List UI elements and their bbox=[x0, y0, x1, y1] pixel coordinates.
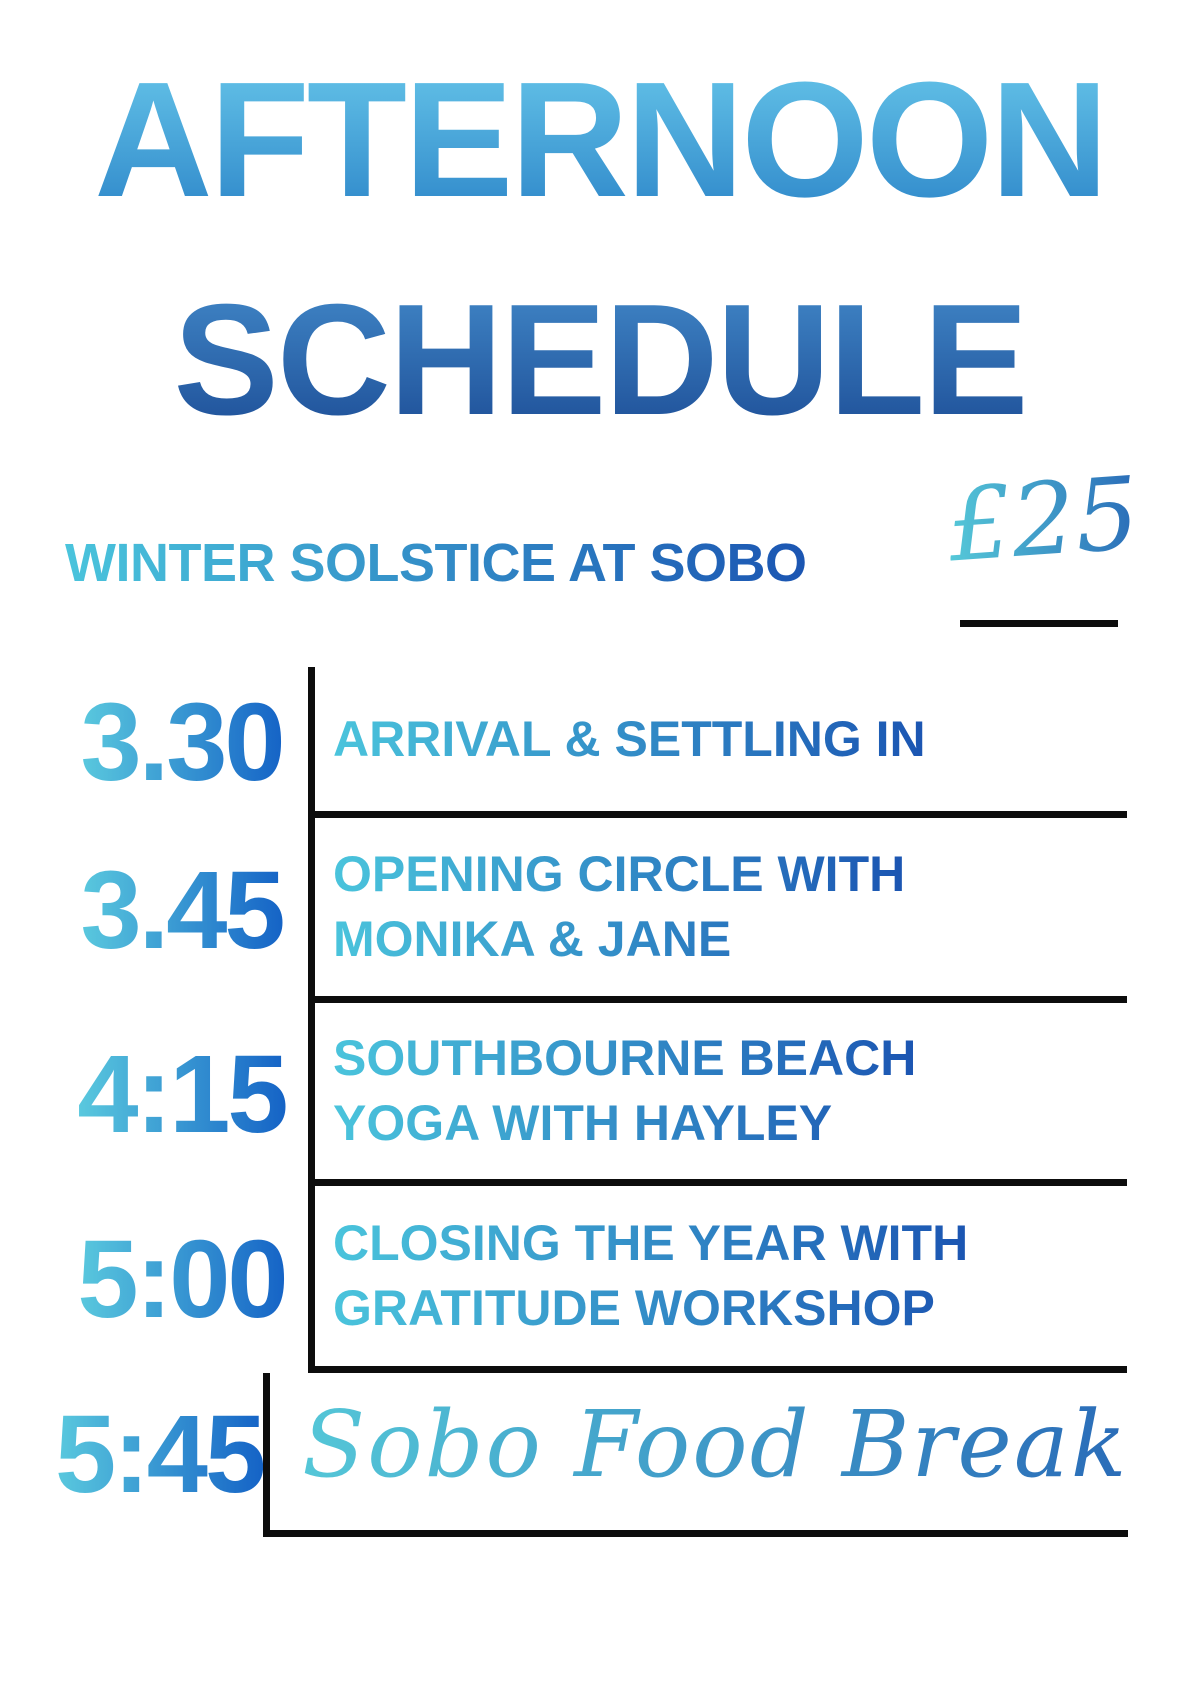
schedule-row bbox=[0, 818, 1127, 1003]
subtitle: WINTER SOLSTICE AT SOBO bbox=[65, 533, 807, 593]
event-label bbox=[333, 842, 905, 972]
time-cell bbox=[0, 667, 308, 818]
price-underline bbox=[960, 620, 1118, 627]
event-line: ARRIVAL & SETTLING IN bbox=[333, 710, 926, 767]
event-label bbox=[333, 707, 926, 772]
schedule-row bbox=[0, 667, 1127, 818]
event-line: MONIKA & JANE bbox=[333, 911, 732, 967]
event-cell bbox=[263, 1373, 1128, 1537]
page-title-line1: AFTERNOON bbox=[0, 58, 1200, 222]
page-title-line2: SCHEDULE bbox=[0, 281, 1200, 439]
time-cell bbox=[0, 1373, 263, 1537]
event-line: CLOSING THE YEAR WITH bbox=[333, 1215, 969, 1271]
event-line: OPENING CIRCLE WITH bbox=[333, 846, 906, 902]
time-cell bbox=[0, 818, 308, 1003]
event-line: GRATITUDE WORKSHOP bbox=[333, 1280, 935, 1336]
event-label bbox=[288, 1390, 1129, 1509]
event-cell bbox=[308, 667, 1127, 818]
schedule-row bbox=[0, 1186, 1127, 1373]
schedule-row bbox=[0, 1373, 1127, 1537]
event-line: SOUTHBOURNE BEACH bbox=[333, 1030, 917, 1086]
time-label: 3.45 bbox=[80, 848, 283, 972]
time-label: 4:15 bbox=[77, 1032, 286, 1156]
event-label bbox=[333, 1026, 916, 1156]
time-label: 5:45 bbox=[55, 1393, 264, 1516]
schedule-table bbox=[0, 667, 1127, 1537]
price-label: £25 bbox=[944, 454, 1143, 585]
event-line: Sobo Food Break bbox=[302, 1390, 1129, 1498]
event-line: YOGA WITH HAYLEY bbox=[333, 1095, 833, 1151]
event-cell bbox=[308, 1003, 1127, 1186]
event-cell bbox=[308, 818, 1127, 1003]
event-cell bbox=[308, 1186, 1127, 1373]
schedule-row bbox=[0, 1003, 1127, 1186]
event-label bbox=[333, 1211, 968, 1341]
time-cell bbox=[0, 1003, 308, 1186]
time-label: 5:00 bbox=[77, 1217, 286, 1341]
time-cell bbox=[0, 1186, 308, 1373]
time-label: 3.30 bbox=[80, 680, 283, 804]
